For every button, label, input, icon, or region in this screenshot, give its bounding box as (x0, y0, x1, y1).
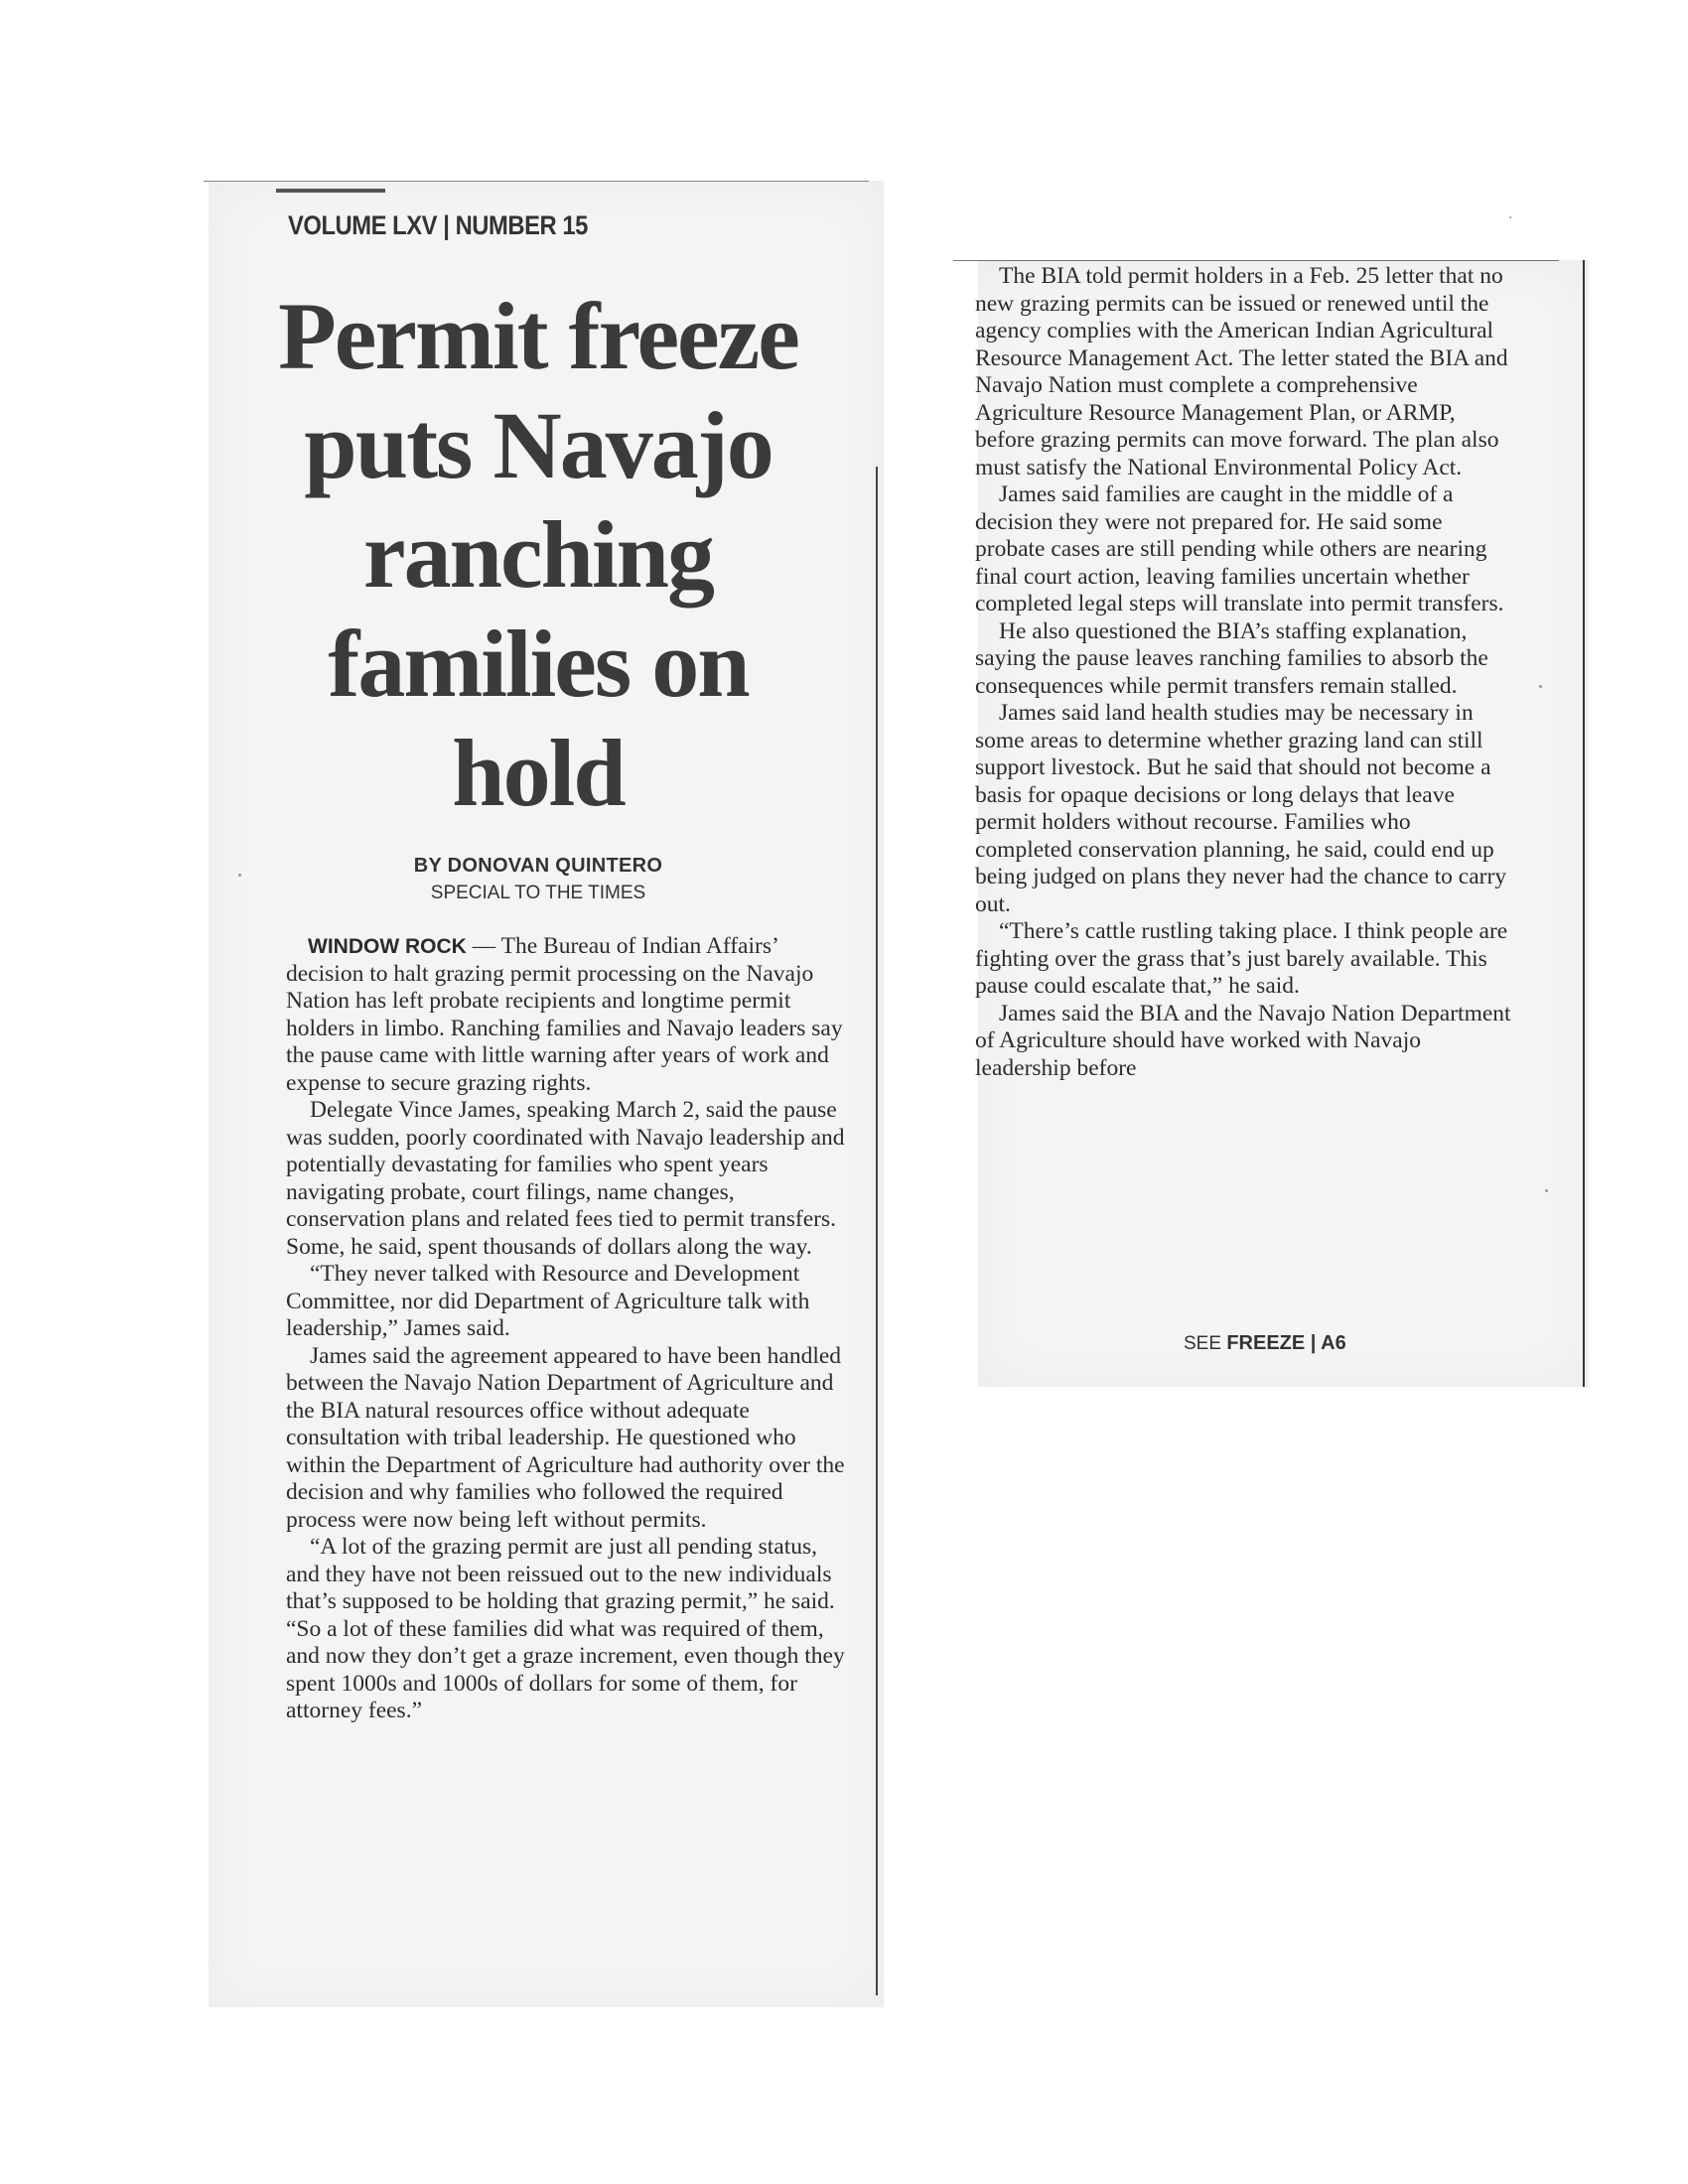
paragraph-6: The BIA told permit holders in a Feb. 25 letter that no new grazing permits can be issued or renewed until the agency complies with the American Indian Agricultural Resource Management Act. The letter stated the BIA and Navajo Nation must complete a comprehensive Agriculture Resource Management Plan, or ARMP, before grazing permits can move forward. The plan also must satisfy the National Environmental Policy Act. (975, 263, 1508, 480)
column-rule-right (1583, 260, 1585, 1387)
clipping-right-top-edge (953, 260, 1559, 261)
byline-author: BY DONOVAN QUINTERO (413, 855, 663, 877)
scan-speck (1509, 216, 1511, 218)
jump-page: | A6 (1305, 1332, 1346, 1354)
paragraph-10: “There’s cattle rustling taking place. I think people are fighting over the grass that’s just barely available. This pause could escalate that,” he said. (975, 918, 1508, 999)
paragraph-8: He also questioned the BIA’s staffing explanation, saying the pause leaves ranching families to absorb the consequences while permit transfers remain stalled. (975, 617, 1488, 699)
clipping-top-edge-dark (276, 189, 385, 193)
paragraph-2: Delegate Vince James, speaking March 2, said the pause was sudden, poorly coordinated with Navajo leadership and potentially devastating for families who spent years navigating probate, court filings, name changes, conservation plans and related fees tied to permit transfers. Some, he said, spent thousands of dollars along the way. (286, 1097, 845, 1260)
scan-speck (1539, 685, 1542, 688)
article-column-right (975, 263, 1511, 1082)
scan-speck (238, 874, 241, 877)
jump-see: SEE (1184, 1333, 1227, 1354)
paragraph-1-text: — The Bureau of Indian Affairs’ decision to halt grazing permit processing on the Navajo Nation has left probate recipients and longtime permit holders in limbo. Ranching families and Navajo leaders say the pause came with little warning after years of work and expense to secure grazing rights. (286, 933, 843, 1096)
paragraph-1 (286, 933, 852, 1097)
column-rule-left (876, 467, 878, 1995)
paragraph-3: “They never talked with Resource and Development Committee, nor did Department of Agriculture talk with leadership,” James said. (286, 1261, 810, 1341)
paragraph-9: James said land health studies may be necessary in some areas to determine whether grazing land can still support livestock. But he said that should not become a basis for opaque decisions or long delays that leave permit holders without recourse. Families who completed conservation planning, he said, could end up being judged on plans they never had the chance to carry out. (975, 700, 1507, 917)
jump-line (1184, 1332, 1346, 1355)
article-column-left (286, 933, 852, 1725)
paragraph-4: James said the agreement appeared to have been handled between the Navajo Nation Department of Agriculture and the BIA natural resources office without adequate consultation with tribal leadership. He questioned who within the Department of Agriculture had authority over the decision and why families who followed the required process were now being left without permits. (286, 1342, 845, 1533)
paragraph-5: “A lot of the grazing permit are just all pending status, and they have not been reissued out to the new individuals that’s supposed to be holding that grazing permit,” he said. “So a lot of these families did what was required of them, and now they don’t get a graze increment, even though they spent 1000s and 1000s of dollars for some of them, for attorney fees.” (286, 1534, 845, 1723)
paragraph-7: James said families are caught in the middle of a decision they were not prepared for. He said some probate cases are still pending while others are nearing final court action, leaving families uncertain whether completed legal steps will translate into permit transfers. (975, 481, 1504, 616)
headline: Permit freeze puts Navajo ranching families on hold (278, 283, 798, 826)
scan-speck (1545, 1189, 1548, 1192)
clipping-top-edge (204, 181, 869, 182)
volume-line: VOLUME LXV | NUMBER 15 (288, 210, 588, 240)
byline-block (260, 852, 816, 907)
paragraph-11: James said the BIA and the Navajo Nation Department of Agriculture should have worked with Navajo leadership before (975, 1000, 1511, 1081)
jump-keyword: FREEZE (1226, 1332, 1306, 1354)
dateline: WINDOW ROCK (308, 935, 467, 958)
byline-affiliation: SPECIAL TO THE TIMES (430, 883, 646, 903)
